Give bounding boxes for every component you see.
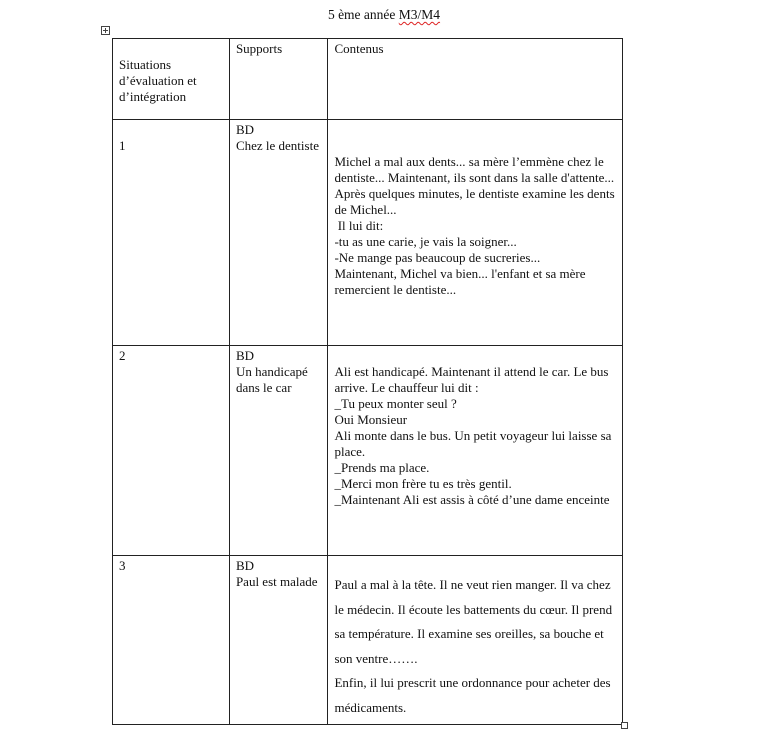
- header-row: [113, 39, 623, 120]
- content-line: Michel a mal aux dents... sa mère l’emmène chez le dentiste... Maintenant, ils sont dans la salle d'attente...: [334, 154, 615, 185]
- table-move-handle-icon[interactable]: [101, 26, 110, 35]
- content-line: Paul a mal à la tête. Il ne veut rien manger. Il va chez le médecin. Il écoute les battements du cœur. Il prend sa température. Il examine ses oreilles, sa bouche et son ventre…….: [334, 577, 616, 666]
- content-cell[interactable]: [328, 346, 623, 556]
- content-line: Oui Monsieur: [334, 412, 408, 427]
- title-level: 5 ème année: [327, 7, 399, 22]
- support-type: BD: [235, 558, 254, 573]
- table-row: [113, 556, 623, 725]
- support-type: BD: [235, 348, 254, 363]
- content-line: Enfin, il lui prescrit une ordonnance pour acheter des médicaments.: [334, 675, 614, 715]
- header-situations[interactable]: [113, 39, 230, 120]
- content-line: Ali monte dans le bus. Un petit voyageur lui laisse sa place.: [334, 428, 615, 459]
- content-line: -tu as une carie, je vais la soigner...: [334, 234, 517, 249]
- evaluation-table: [112, 38, 623, 725]
- support-cell[interactable]: [229, 556, 328, 725]
- header-contenus-label: Contenus: [334, 41, 384, 56]
- content-line: Il lui dit:: [334, 218, 384, 233]
- content-line: _Tu peux monter seul ?: [334, 396, 457, 411]
- table-resize-handle-icon[interactable]: [621, 722, 628, 729]
- title-classes: M3/M4: [398, 7, 441, 22]
- row-number: 3: [119, 558, 126, 573]
- support-cell[interactable]: [229, 346, 328, 556]
- header-supports[interactable]: [229, 39, 328, 120]
- header-contenus[interactable]: [328, 39, 623, 120]
- content-line: Après quelques minutes, le dentiste examine les dents de Michel...: [334, 186, 618, 217]
- content-line: Maintenant, Michel va bien... l'enfant et sa mère remercient le dentiste...: [334, 266, 589, 297]
- support-cell[interactable]: [229, 120, 328, 346]
- row-number-cell[interactable]: [113, 556, 230, 725]
- content-line: Ali est handicapé. Maintenant il attend le car. Le bus arrive. Le chauffeur lui dit :: [334, 364, 612, 395]
- content-line: _Maintenant Ali est assis à côté d’une dame enceinte: [334, 492, 610, 507]
- support-type: BD: [235, 122, 254, 137]
- content-cell[interactable]: [328, 556, 623, 725]
- header-situations-label: Situations d’évaluation et d’intégration: [119, 57, 197, 104]
- content-line: -Ne mange pas beaucoup de sucreries...: [334, 250, 541, 265]
- support-title: Chez le dentiste: [235, 138, 319, 153]
- content-line: _Prends ma place.: [334, 460, 430, 475]
- document-title: [0, 7, 768, 23]
- content-cell[interactable]: [328, 120, 623, 346]
- row-number-cell[interactable]: [113, 120, 230, 346]
- table-row: [113, 346, 623, 556]
- row-number: 2: [119, 348, 126, 363]
- support-title: Paul est malade: [235, 574, 318, 589]
- content-line: _Merci mon frère tu es très gentil.: [334, 476, 512, 491]
- row-number-cell[interactable]: [113, 346, 230, 556]
- row-number: 1: [119, 138, 126, 153]
- support-title: Un handicapé dans le car: [235, 364, 312, 395]
- header-supports-label: Supports: [235, 41, 283, 56]
- table-row: [113, 120, 623, 346]
